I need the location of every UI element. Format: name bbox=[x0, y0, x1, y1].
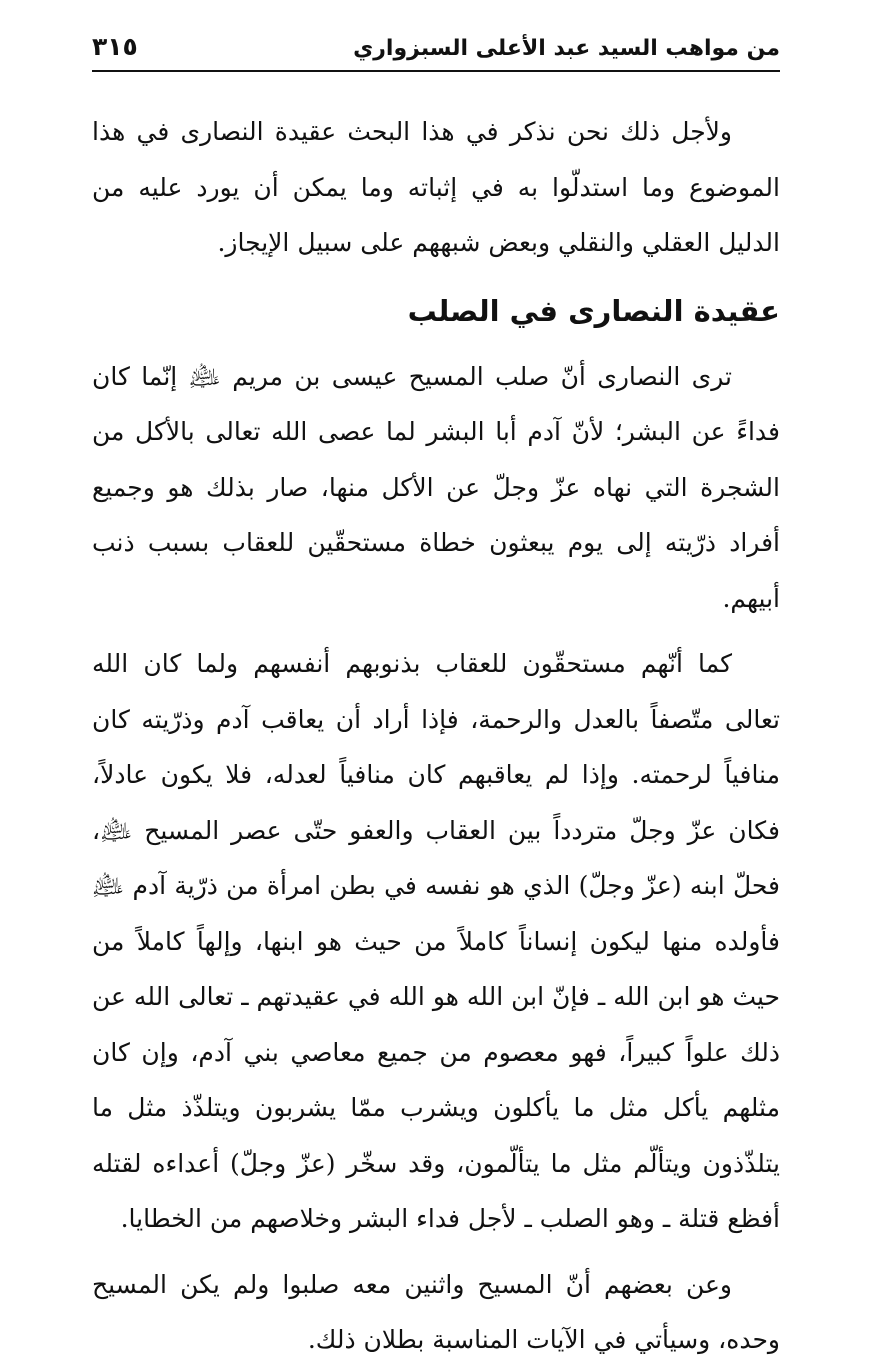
paragraph-spacer bbox=[92, 1247, 780, 1257]
running-header bbox=[92, 28, 780, 68]
paragraph-2: كما أنّهم مستحقّون للعقاب بذنوبهم أنفسهم ولما كان الله تعالى متّصفاً بالعدل والرحمة، فإذا أراد أن يعاقب آدم وذرّيته كان منافياً لرحمته. وإذا لم يعاقبهم كان منافياً لعدله، فلا يكون عادلاً، فكان عزّ وجلّ متردداً بين العقاب والعفو حتّى عصر المسيح ﵇، فحلّ ابنه (عزّ وجلّ) الذي هو نفسه في بطن امرأة من ذرّية آدم ﵇ فأولده منها ليكون إنساناً كاملاً من حيث هو ابنها، وإلهاً كاملاً من حيث هو ابن الله ـ فإنّ ابن الله هو الله في عقيدتهم ـ تعالى الله عن ذلك علواً كبيراً، فهو معصوم من جميع معاصي بني آدم، وإن كان مثلهم يأكل مثل ما يأكلون ويشرب ممّا يشربون ويتلذّذ مثل ما يتلذّذون ويتألّم مثل ما يتألّمون، وقد سخّر (عزّ وجلّ) أعداءه لقتله أفظع قتلة ـ وهو الصلب ـ لأجل فداء البشر وخلاصهم من الخطايا. bbox=[92, 649, 780, 1233]
section-heading: عقيدة النصارى في الصلب bbox=[407, 293, 780, 328]
paragraph-3: وعن بعضهم أنّ المسيح واثنين معه صلبوا ولم يكن المسيح وحده، وسيأتي في الآيات المناسبة بطلان ذلك. bbox=[92, 1269, 780, 1354]
page-number: ٣١٥ bbox=[92, 32, 138, 61]
paragraph-1: ترى النصارى أنّ صلب المسيح عيسى بن مريم ﵇ إنّما كان فداءً عن البشر؛ لأنّ آدم أبا البشر لما عصى الله تعالى بالأكل من الشجرة التي نهاه عزّ وجلّ عن الأكل منها، صار بذلك هو وجميع أفراد ذرّيته إلى يوم يبعثون خطاة مستحقّين للعقاب بسبب ذنب أبيهم. bbox=[92, 361, 780, 613]
intro-paragraph: ولأجل ذلك نحن نذكر في هذا البحث عقيدة النصارى في هذا الموضوع وما استدلّوا به في إثباته وما يمكن أن يورد عليه من الدليل العقلي والنقلي وبعض شبههم على سبيل الإيجاز. bbox=[92, 117, 780, 257]
book-title: من مواهب السيد عبد الأعلى السبزواري bbox=[353, 36, 780, 61]
paragraph-spacer bbox=[92, 626, 780, 636]
header-rule bbox=[92, 70, 780, 72]
main-text bbox=[92, 104, 780, 1368]
